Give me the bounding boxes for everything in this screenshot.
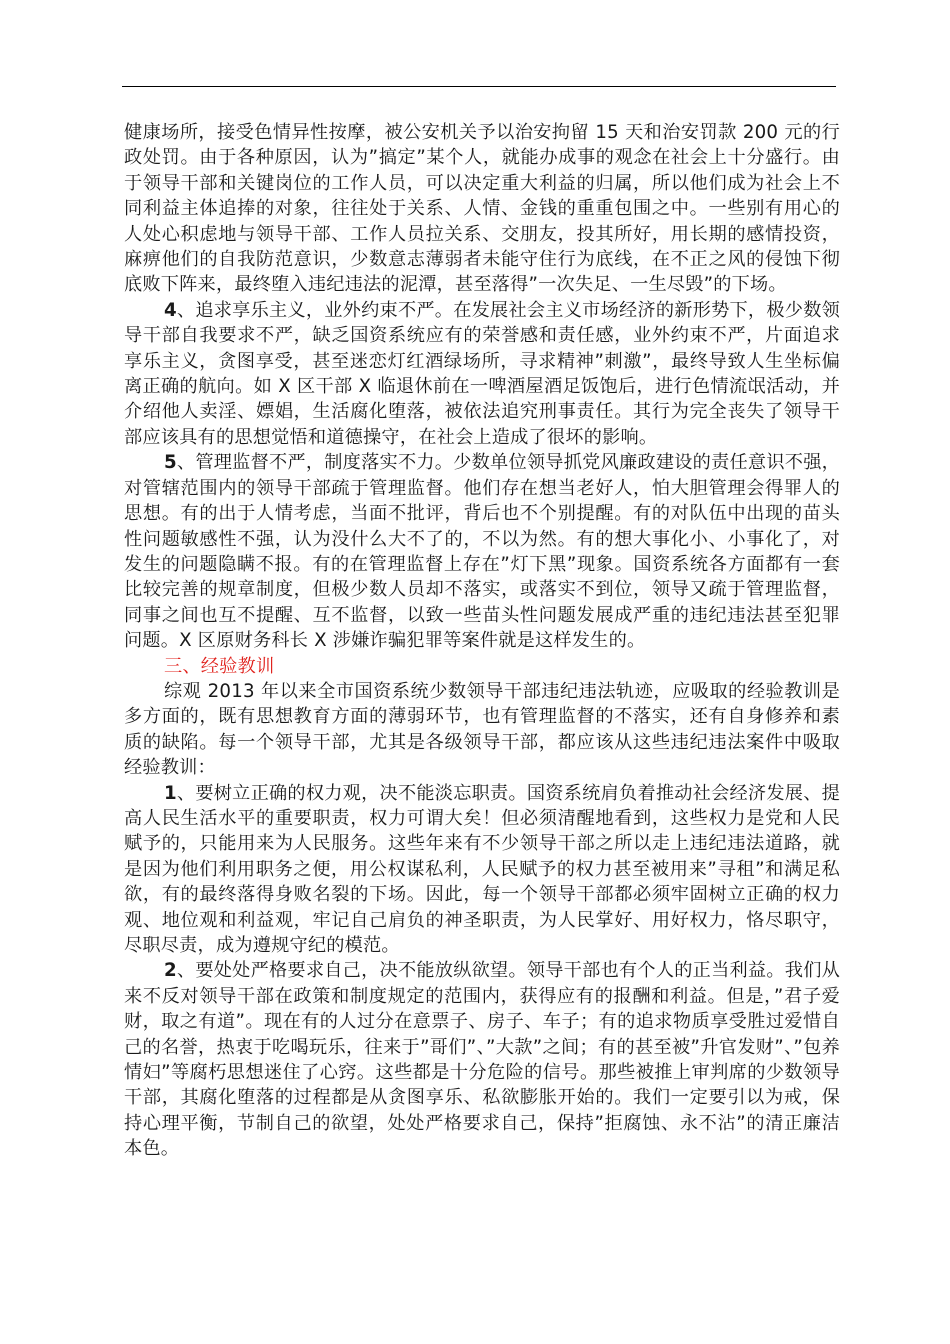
item-number: 1 — [164, 782, 177, 804]
section-title: 三、经验教训 — [164, 655, 275, 677]
paragraph-text: 、追求享乐主义，业外约束不严。在发展社会主义市场经济的新形势下，极少数领导干部自我要求不严，缺乏国资系统应有的荣誉感和责任感，业外约束不严，片面追求享乐主义，贪图享受，甚至迷恋灯红酒绿场所，寻求精神”刺激”，最终导致人生坐标偏离正确的航向。如 X 区干部 X 临退休前在一啤酒屋酒足饭饱后，进行色情流氓活动，并介绍他人卖淫、嫖娼，生活腐化堕落，被依法追究刑事责任。其行为完全丧失了领导干部应该具有的思想觉悟和道德操守，在社会上造成了很坏的影响。 — [124, 299, 840, 448]
paragraph-2 — [124, 298, 840, 450]
item-number: 5 — [164, 452, 177, 474]
paragraph-5 — [124, 781, 840, 959]
paragraph-1: 健康场所，接受色情异性按摩，被公安机关予以治安拘留 15 天和治安罚款 200 元的行政处罚。由于各种原因，认为”搞定”某个人，就能办成事的观念在社会上十分盛行。由于领导干部和关键岗位的工作人员，可以决定重大利益的归属，所以他们成为社会上不同利益主体追捧的对象，往往处于关系、人情、金钱的重重包围之中。一些别有用心的人处心积虑地与领导干部、工作人员拉关系、交朋友，投其所好，用长期的感情投资，麻痹他们的自我防范意识，少数意志薄弱者未能守住行为底线，在不正之风的侵蚀下彻底败下阵来，最终堕入违纪违法的泥潭，甚至落得”一次失足、一生尽毁”的下场。 — [124, 122, 840, 296]
item-number: 4 — [164, 299, 177, 321]
header-rule — [122, 86, 836, 87]
paragraph-text: 、要处处严格要求自己，决不能放纵欲望。领导干部也有个人的正当利益。我们从来不反对领导干部在政策和制度规定的范围内，获得应有的报酬和利益。但是，”君子爱财，取之有道”。现在有的人过分在意票子、房子、车子；有的追求物质享受胜过爱惜自己的名誉，热衷于吃喝玩乐，往来于”哥们”、”大款”之间；有的甚至被”升官发财”、”包养情妇”等腐朽思想迷住了心窍。这些都是十分危险的信号。那些被推上审判席的少数领导干部，其腐化堕落的过程都是从贪图享乐、私欲膨胀开始的。我们一定要引以为戒，保持心理平衡，节制自己的欲望，处处严格要求自己，保持”拒腐蚀、永不沾”的清正廉洁本色。 — [124, 960, 840, 1160]
paragraph-6 — [124, 958, 840, 1161]
paragraph-text: 、管理监督不严，制度落实不力。少数单位领导抓党风廉政建设的责任意识不强，对管辖范围内的领导干部疏于管理监督。他们存在想当老好人，怕大胆管理会得罪人的思想。有的出于人情考虑，当面不批评，背后也不个别提醒。有的对队伍中出现的苗头性问题敏感性不强，认为没什么大不了的，不以为然。有的想大事化小、小事化了，对发生的问题隐瞒不报。有的在管理监督上存在”灯下黑”现象。国资系统各方面都有一套比较完善的规章制度，但极少数人员却不落实，或落实不到位，领导又疏于管理监督，同事之间也互不提醒、互不监督，以致一些苗头性问题发展成严重的违纪违法甚至犯罪问题。X 区原财务科长 X 涉嫌诈骗犯罪等案件就是这样发生的。 — [124, 452, 840, 652]
document-body — [124, 120, 840, 1162]
paragraph-3 — [124, 450, 840, 653]
item-number: 2 — [164, 960, 177, 982]
paragraph-4: 综观 2013 年以来全市国资系统少数领导干部违纪违法轨迹，应吸取的经验教训是多方面的，既有思想教育方面的薄弱环节，也有管理监督的不落实，还有自身修养和素质的缺陷。每一个领导干部，尤其是各级领导干部，都应该从这些违纪违法案件中吸取经验教训： — [124, 680, 840, 779]
paragraph-text: 、要树立正确的权力观，决不能淡忘职责。国资系统肩负着推动社会经济发展、提高人民生活水平的重要职责，权力可谓大矣！但必须清醒地看到，这些权力是党和人民赋予的，只能用来为人民服务。这些年来有不少领导干部之所以走上违纪违法道路，就是因为他们利用职务之便，用公权谋私利，人民赋予的权力甚至被用来”寻租”和满足私欲，有的最终落得身败名裂的下场。因此，每一个领导干部都必须牢固树立正确的权力观、地位观和利益观，牢记自己肩负的神圣职责，为人民掌好、用好权力，恪尽职守，尽职尽责，成为遵规守纪的模范。 — [124, 782, 840, 956]
